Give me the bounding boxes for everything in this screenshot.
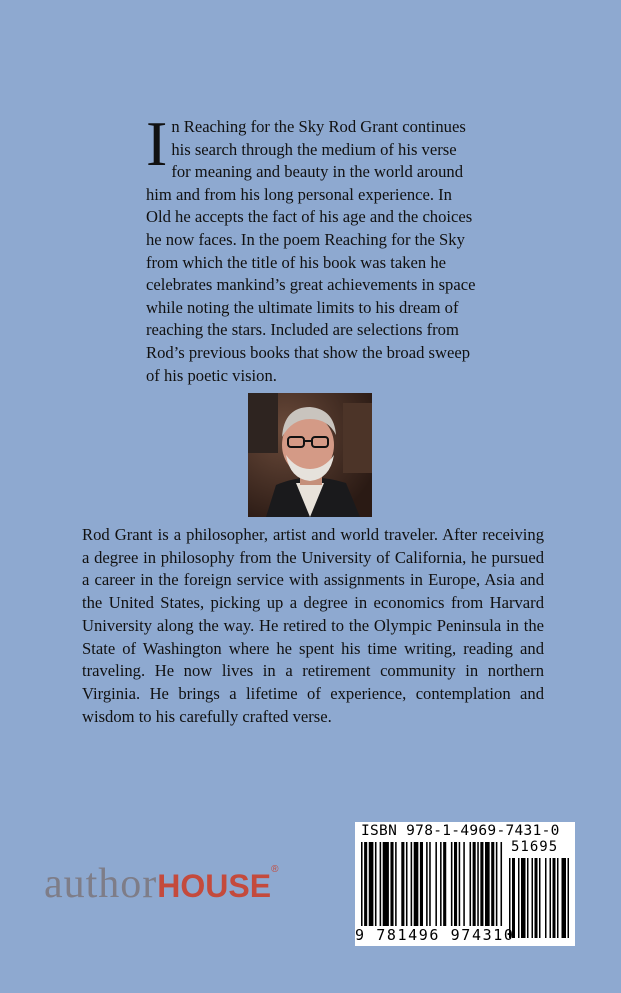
publisher-logo — [44, 860, 279, 908]
barcode-bar — [420, 842, 423, 926]
barcode-bar — [491, 842, 494, 926]
barcode-bar — [496, 842, 498, 926]
barcode-bar — [369, 842, 374, 926]
barcode-bar — [480, 842, 483, 926]
barcode-bar — [429, 842, 431, 926]
isbn-barcode — [355, 822, 575, 946]
addon-bar — [562, 858, 567, 938]
barcode-bar — [380, 842, 382, 926]
barcode-bar — [501, 842, 503, 926]
barcode-bar — [454, 842, 457, 926]
barcode-bar — [485, 842, 490, 926]
bio-last-line: his carefully crafted verse. — [155, 706, 332, 726]
addon-bar — [550, 858, 552, 938]
barcode-bar — [451, 842, 453, 926]
addon-bar — [535, 858, 538, 938]
drop-cap-letter: I — [146, 108, 168, 179]
addon-bar — [518, 858, 520, 938]
barcode-bar — [364, 842, 367, 926]
barcode-bar — [463, 842, 465, 926]
publisher-logo-house: HOUSE — [157, 868, 272, 904]
addon-bar — [568, 858, 570, 938]
registered-mark: ® — [271, 864, 280, 875]
back-cover-blurb — [146, 108, 476, 387]
bio-text: Rod Grant is a philosopher, artist and world traveler. After receiving a degree in philosophy from the University of California, he pursued a career in the foreign service with assignments in Europe, Asia and the United States, picking up a degree in economics from Harvard University along the way. He retired to the Olympic Peninsula in the State of Washington where he spent his time writing, reading and traveling. He now lives in a retirement community in northern Virginia. He brings a lifetime of experience, contemplation and wisdom to — [82, 525, 544, 726]
barcode-bar — [426, 842, 428, 926]
barcode-bar — [459, 842, 461, 926]
barcode-bar — [395, 842, 397, 926]
addon-bar — [521, 858, 526, 938]
addon-bar — [553, 858, 556, 938]
barcode-bar — [383, 842, 389, 926]
isbn-label: ISBN 978-1-4969-7431-0 — [361, 823, 560, 839]
barcode-bar — [361, 842, 363, 926]
barcode-bar — [477, 842, 479, 926]
barcode-bar — [406, 842, 408, 926]
barcode-bar — [411, 842, 413, 926]
barcode-bar — [470, 842, 472, 926]
addon-bar — [532, 858, 534, 938]
addon-bar — [539, 858, 541, 938]
barcode-bar — [473, 842, 476, 926]
blurb-text: n Reaching for the Sky Rod Grant continues his search through the medium of his verse for meaning and beauty in the world around him and from his long personal experience. In Old he accepts the fact of his age and the choices he now faces. In the poem Reaching for the Sky from which the title of his book was taken he celebrates mankind’s great achievements in space while noting the ultimate limits to his dream of reaching the stars. Included are selections from Rod’s previous books that show the broad sweep of his poetic vision. — [146, 117, 476, 385]
barcode-bar — [401, 842, 404, 926]
barcode-bar — [435, 842, 437, 926]
barcode-bar — [390, 842, 393, 926]
author-photo — [248, 393, 372, 517]
addon-bar — [557, 858, 559, 938]
barcode-bar — [414, 842, 419, 926]
addon-bar — [545, 858, 547, 938]
author-bio — [82, 524, 544, 728]
barcode-bar — [443, 842, 446, 926]
publisher-logo-author: author — [44, 861, 158, 907]
barcode-bar — [375, 842, 377, 926]
barcode-bar — [440, 842, 442, 926]
addon-bar — [527, 858, 529, 938]
ean-digits: 9 781496 974310 — [355, 926, 515, 944]
price-code: 51695 — [511, 839, 559, 855]
